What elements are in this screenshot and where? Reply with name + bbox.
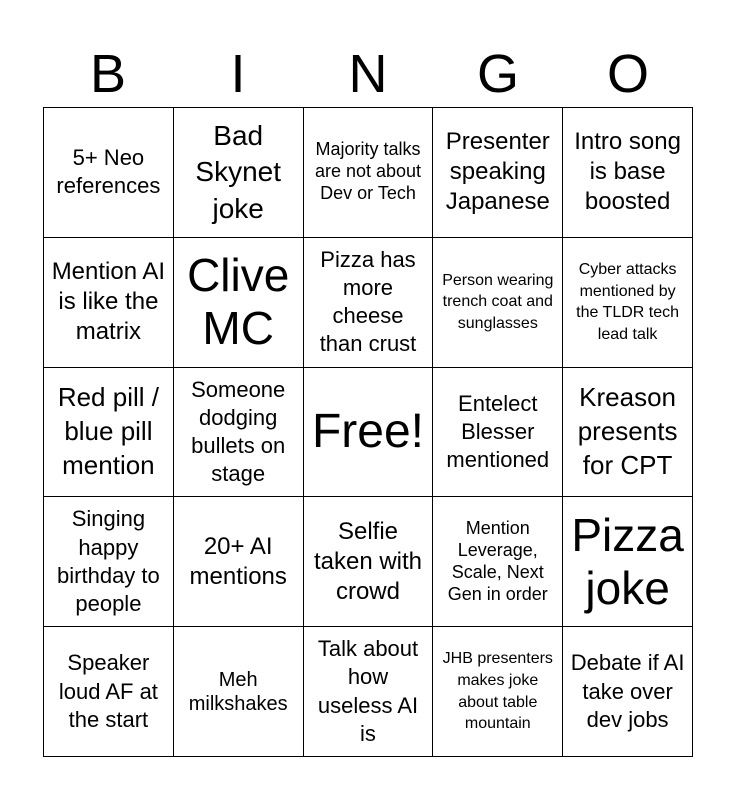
cell-label: Mention Leverage, Scale, Next Gen in order: [447, 517, 548, 604]
grid-row: [44, 627, 693, 757]
bingo-cell[interactable]: [44, 367, 174, 497]
bingo-cell[interactable]: [44, 497, 174, 627]
cell-label: Cyber attacks mentioned by the TLDR tech lead talk: [576, 261, 680, 343]
cell-label: Pizza has more cheese than crust: [319, 246, 417, 357]
cell-label: Talk about how useless AI is: [317, 636, 419, 746]
bingo-cell[interactable]: [173, 367, 303, 497]
bingo-cell[interactable]: [173, 237, 303, 367]
bingo-cell[interactable]: [563, 497, 693, 627]
bingo-cell[interactable]: [173, 497, 303, 627]
grid-row: [44, 237, 693, 367]
grid-row: [44, 497, 693, 627]
grid-row: [44, 108, 693, 238]
bingo-cell[interactable]: [433, 108, 563, 238]
bingo-cell[interactable]: [44, 108, 174, 238]
bingo-cell[interactable]: [44, 237, 174, 367]
bingo-cell[interactable]: [563, 108, 693, 238]
bingo-cell[interactable]: [173, 627, 303, 757]
bingo-cell[interactable]: [303, 237, 433, 367]
grid-row: [44, 367, 693, 497]
bingo-cell[interactable]: [433, 627, 563, 757]
cell-label: Clive MC: [187, 249, 290, 355]
bingo-cell[interactable]: [433, 497, 563, 627]
free-space-cell[interactable]: [303, 367, 433, 497]
free-space-label: Free!: [311, 404, 424, 458]
cell-label: Pizza joke: [571, 508, 684, 614]
cell-label: 20+ AI mentions: [189, 532, 287, 590]
header-letter-g: G: [476, 44, 519, 104]
cell-label: Presenter speaking Japanese: [445, 128, 550, 216]
bingo-header: [43, 40, 693, 108]
cell-label: Mention AI is like the matrix: [51, 258, 166, 346]
cell-label: Red pill / blue pill mention: [57, 382, 159, 480]
cell-label: Intro song is base boosted: [574, 128, 681, 216]
cell-label: Meh milkshakes: [188, 668, 288, 715]
cell-label: Someone dodging bullets on stage: [191, 376, 286, 487]
bingo-cell[interactable]: [433, 237, 563, 367]
header-letter-i: I: [230, 44, 246, 104]
cell-label: 5+ Neo references: [56, 145, 161, 199]
cell-label: JHB presenters makes joke about table mountain: [442, 650, 553, 733]
cell-label: Bad Skynet joke: [195, 119, 281, 224]
cell-label: Majority talks are not about Dev or Tech: [314, 139, 422, 204]
bingo-grid: [43, 107, 693, 757]
bingo-cell[interactable]: [563, 237, 693, 367]
header-letter-b: B: [89, 44, 127, 104]
cell-label: Debate if AI take over dev jobs: [570, 650, 685, 732]
cell-label: Selfie taken with crowd: [313, 517, 423, 605]
header-letter-o: O: [606, 44, 649, 104]
bingo-cell[interactable]: [563, 627, 693, 757]
bingo-cell[interactable]: [303, 497, 433, 627]
cell-label: Singing happy birthday to people: [57, 506, 160, 616]
header-letter-n: N: [348, 44, 388, 104]
cell-label: Person wearing trench coat and sunglasses: [442, 271, 554, 332]
bingo-cell[interactable]: [563, 367, 693, 497]
cell-label: Kreason presents for CPT: [577, 382, 678, 480]
bingo-cell[interactable]: [173, 108, 303, 238]
cell-label: Speaker loud AF at the start: [58, 650, 158, 732]
bingo-cell[interactable]: [44, 627, 174, 757]
cell-label: Entelect Blesser mentioned: [446, 390, 550, 473]
bingo-cell[interactable]: [303, 108, 433, 238]
bingo-cell[interactable]: [433, 367, 563, 497]
bingo-cell[interactable]: [303, 627, 433, 757]
